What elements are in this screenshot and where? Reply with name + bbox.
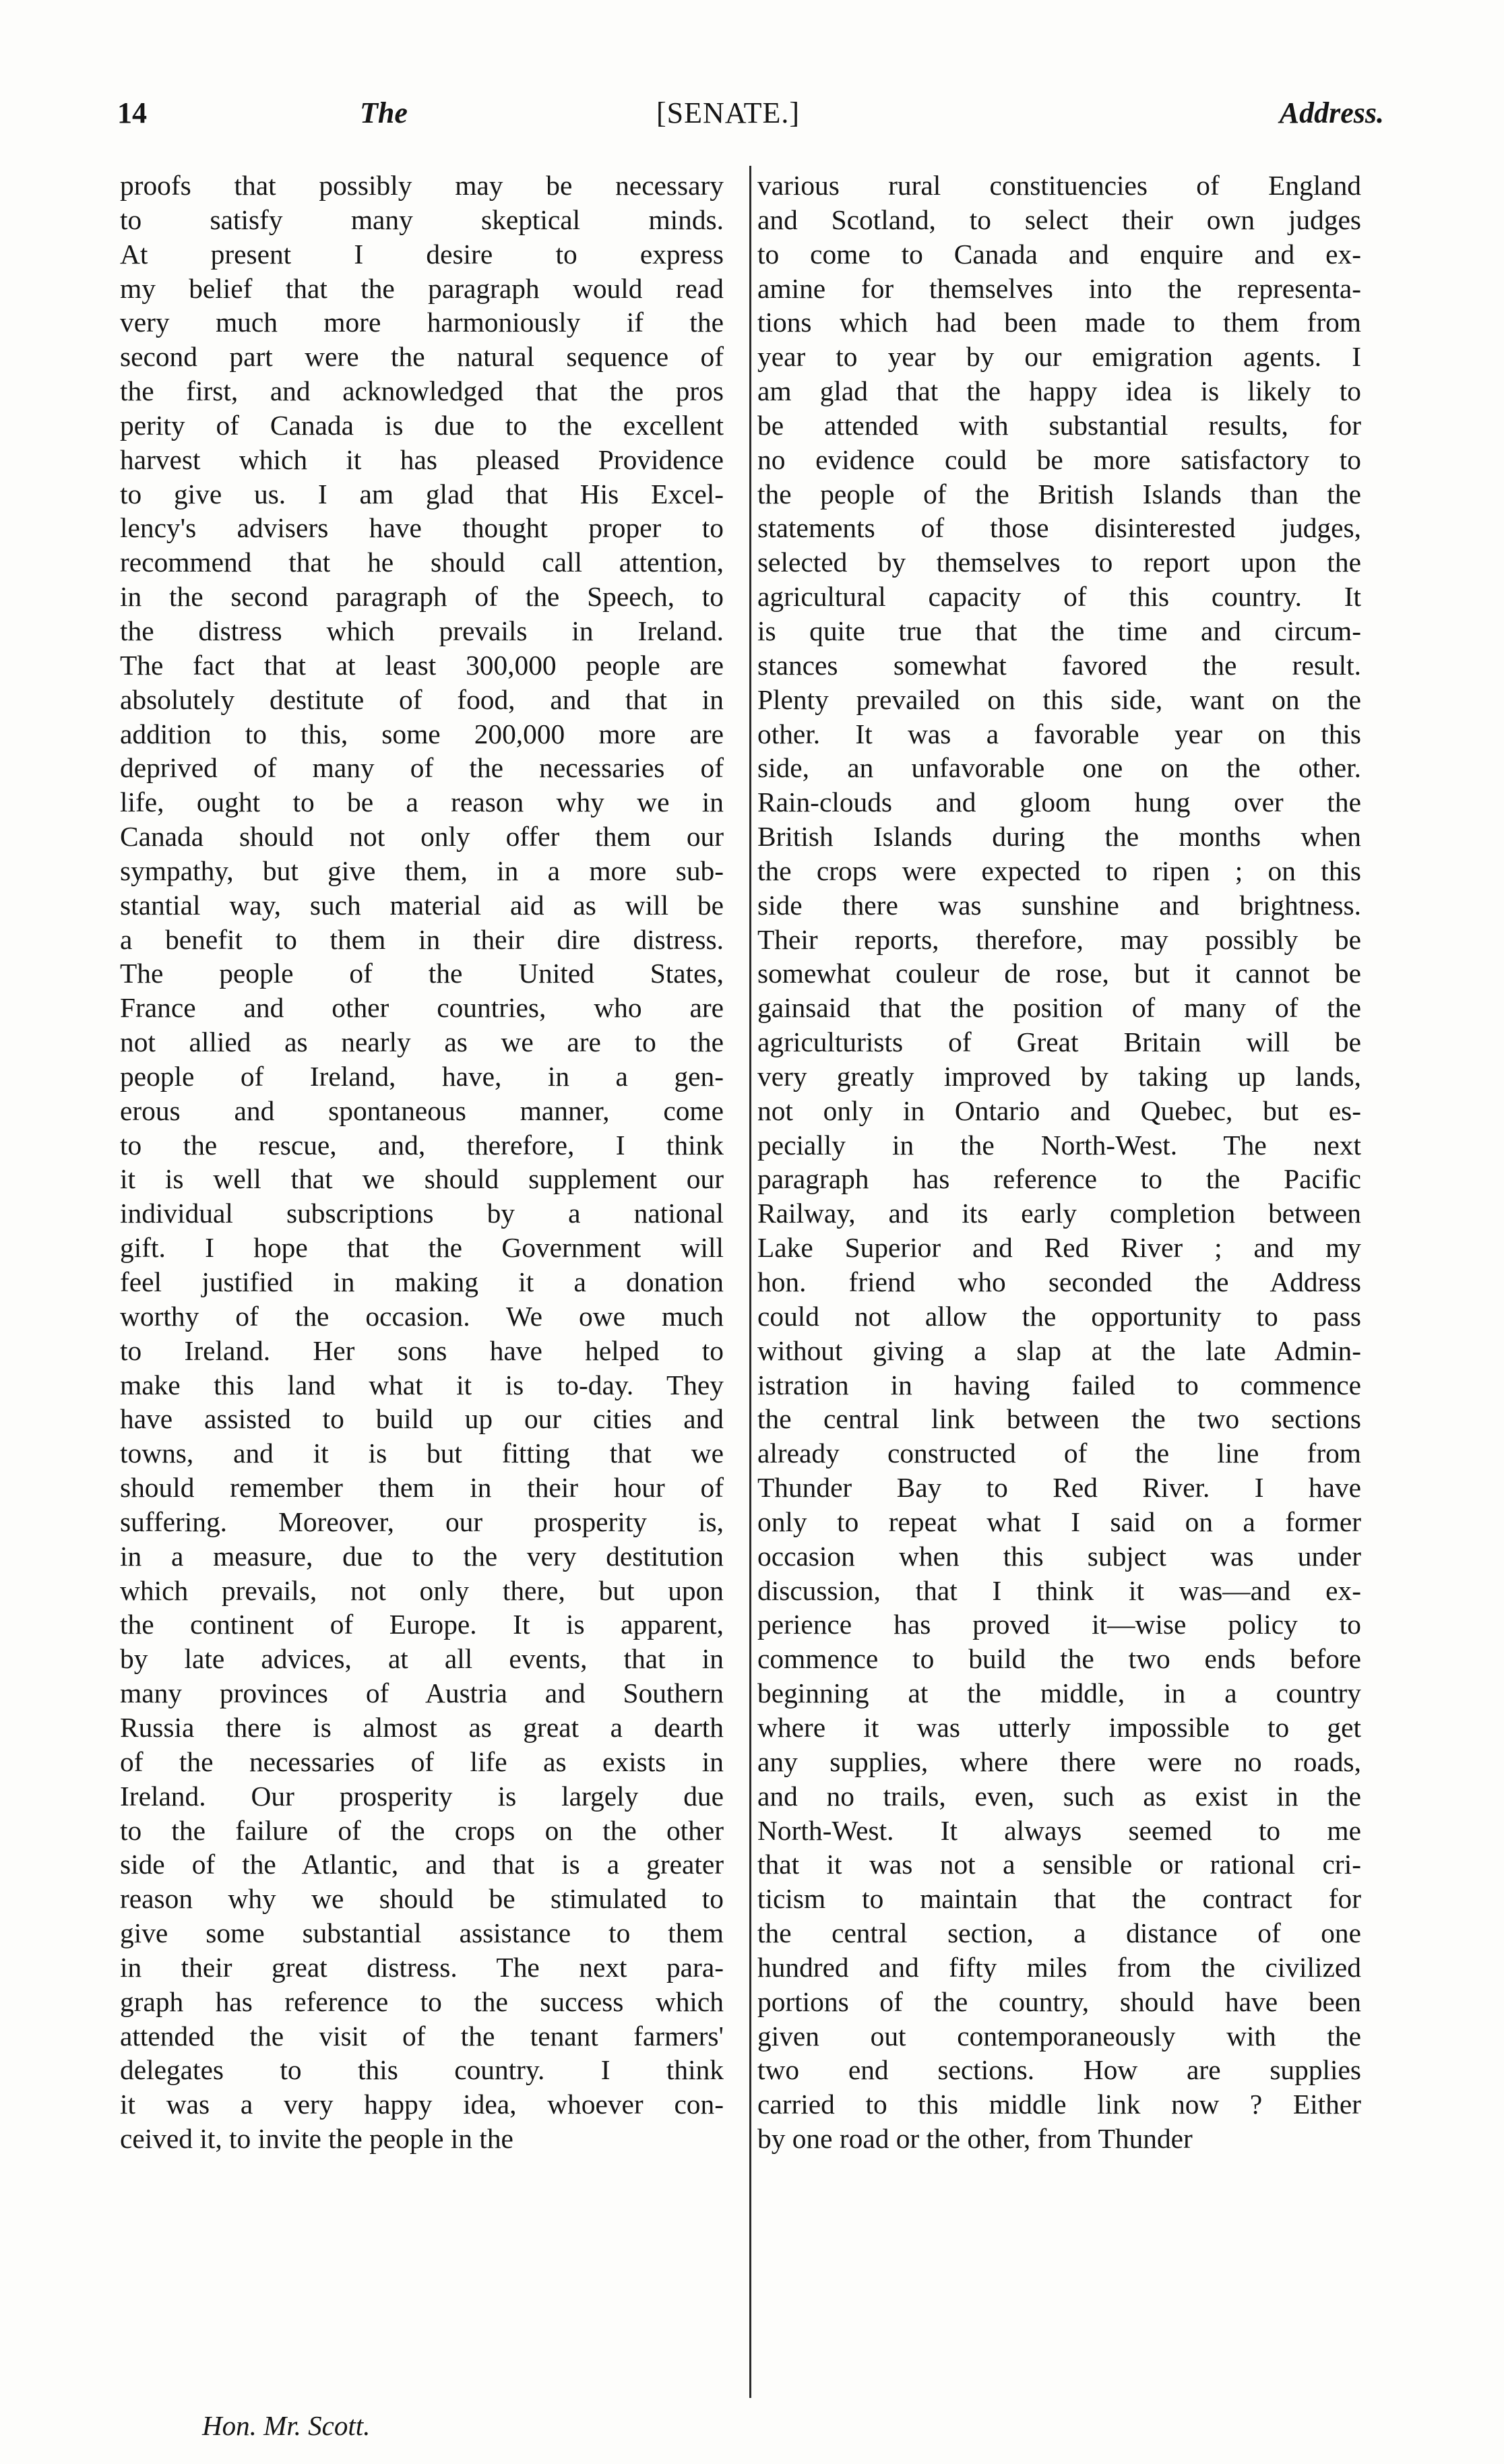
text-line: selected by themselves to report upon the (757, 547, 1361, 578)
text-line: life, ought to be a reason why we in (120, 787, 724, 818)
text-line: istration in having failed to commence (757, 1369, 1361, 1400)
text-line: give some substantial assistance to them (120, 1917, 724, 1949)
text-line: At present I desire to express (120, 238, 724, 270)
text-line: side of the Atlantic, and that is a greater (120, 1849, 724, 1880)
text-line: various rural constituencies of England (757, 170, 1361, 201)
text-line: suffering. Moreover, our prosperity is, (120, 1506, 724, 1537)
text-line: only to repeat what I said on a former (757, 1506, 1361, 1537)
text-line: no evidence could be more satisfactory to (757, 443, 1361, 475)
text-line: sympathy, but give them, in a more sub- (120, 855, 724, 886)
text-line: stances somewhat favored the result. (757, 649, 1361, 681)
text-line: the crops were expected to ripen ; on this (757, 855, 1361, 886)
text-line: people of Ireland, have, in a gen- (120, 1060, 724, 1092)
text-line: should remember them in their hour of (120, 1472, 724, 1504)
text-line: harvest which it has pleased Providence (120, 443, 724, 475)
text-line: given out contemporaneously with the (757, 2020, 1361, 2052)
text-line: to satisfy many skeptical minds. (120, 204, 724, 235)
text-line: and Scotland, to select their own judges (757, 204, 1361, 235)
text-line: carried to this middle link now ? Either (757, 2089, 1361, 2120)
text-line: agriculturists of Great Britain will be (757, 1026, 1361, 1058)
text-line: it was a very happy idea, whoever con- (120, 2089, 724, 2120)
text-line: by late advices, at all events, that in (120, 1643, 724, 1675)
text-line: side there was sunshine and brightness. (757, 889, 1361, 921)
text-line: portions of the country, should have been (757, 1985, 1361, 2017)
text-line: reason why we should be stimulated to (120, 1883, 724, 1915)
text-line: absolutely destitute of food, and that in (120, 683, 724, 715)
text-line: to come to Canada and enquire and ex- (757, 238, 1361, 270)
text-line: commence to build the two ends before (757, 1643, 1361, 1675)
right-text-column (757, 168, 1361, 2156)
text-line: Canada should not only offer them our (120, 821, 724, 853)
text-line: without giving a slap at the late Admin- (757, 1334, 1361, 1366)
text-line: Rain-clouds and gloom hung over the (757, 787, 1361, 818)
text-line: where it was utterly impossible to get (757, 1711, 1361, 1743)
text-line: Russia there is almost as great a dearth (120, 1711, 724, 1743)
text-line: addition to this, some 200,000 more are (120, 718, 724, 749)
text-line: could not allow the opportunity to pass (757, 1300, 1361, 1332)
text-line: graph has reference to the success which (120, 1985, 724, 2017)
text-line: two end sections. How are supplies (757, 2054, 1361, 2086)
text-line: Their reports, therefore, may possibly be (757, 923, 1361, 955)
text-line: the people of the British Islands than the (757, 478, 1361, 510)
text-line: North-West. It always seemed to me (757, 1814, 1361, 1846)
text-line: Lake Superior and Red River ; and my (757, 1232, 1361, 1264)
text-line: and no trails, even, such as exist in the (757, 1780, 1361, 1812)
text-line: hon. friend who seconded the Address (757, 1266, 1361, 1297)
text-line: very greatly improved by taking up lands, (757, 1060, 1361, 1092)
text-line: stantial way, such material aid as will be (120, 889, 724, 921)
text-line: somewhat couleur de rose, but it cannot be (757, 958, 1361, 989)
text-line: worthy of the occasion. We owe much (120, 1300, 724, 1332)
text-line: make this land what it is to-day. They (120, 1369, 724, 1400)
speaker-signature: Hon. Mr. Scott. (202, 2410, 371, 2441)
text-line: Plenty prevailed on this side, want on the (757, 683, 1361, 715)
text-line: perity of Canada is due to the excellent (120, 409, 724, 441)
text-line: second part were the natural sequence of (120, 341, 724, 373)
text-line: towns, and it is but fitting that we (120, 1438, 724, 1469)
text-line: tions which had been made to them from (757, 307, 1361, 338)
text-line: that it was not a sensible or rational cri- (757, 1849, 1361, 1880)
text-line: it is well that we should supplement our (120, 1163, 724, 1195)
text-line: amine for themselves into the representa- (757, 272, 1361, 304)
text-line: deprived of many of the necessaries of (120, 752, 724, 784)
running-head-center: [SENATE.] (656, 96, 801, 129)
text-line: the central link between the two sections (757, 1403, 1361, 1435)
text-line: have assisted to build up our cities and (120, 1403, 724, 1435)
text-line: gift. I hope that the Government will (120, 1232, 724, 1264)
text-line: to give us. I am glad that His Excel- (120, 478, 724, 510)
text-line: the distress which prevails in Ireland. (120, 615, 724, 646)
text-line: the first, and acknowledged that the pros (120, 375, 724, 407)
text-line: proofs that possibly may be necessary (120, 170, 724, 201)
text-line: any supplies, where there were no roads, (757, 1746, 1361, 1777)
text-line: Railway, and its early completion between (757, 1198, 1361, 1229)
text-line: feel justified in making it a donation (120, 1266, 724, 1297)
text-line: many provinces of Austria and Southern (120, 1677, 724, 1709)
text-line: individual subscriptions by a national (120, 1198, 724, 1229)
text-line: a benefit to them in their dire distress. (120, 923, 724, 955)
text-line: statements of those disinterested judges, (757, 512, 1361, 544)
text-line: other. It was a favorable year on this (757, 718, 1361, 749)
text-line: France and other countries, who are (120, 992, 724, 1024)
text-line: erous and spontaneous manner, come (120, 1095, 724, 1126)
text-line: to Ireland. Her sons have helped to (120, 1334, 724, 1366)
text-line: of the necessaries of life as exists in (120, 1746, 724, 1777)
text-line: in their great distress. The next para- (120, 1951, 724, 1983)
text-line: in the second paragraph of the Speech, to (120, 581, 724, 613)
left-text-column (120, 168, 724, 2156)
text-line: perience has proved it—wise policy to (757, 1609, 1361, 1640)
text-line: by one road or the other, from Thunder (757, 2123, 1193, 2155)
text-line: attended the visit of the tenant farmers' (120, 2020, 724, 2052)
text-line: gainsaid that the position of many of the (757, 992, 1361, 1024)
text-line: agricultural capacity of this country. It (757, 581, 1361, 613)
text-line: year to year by our emigration agents. I (757, 341, 1361, 373)
text-line: is quite true that the time and circum- (757, 615, 1361, 646)
text-line: in a measure, due to the very destitution (120, 1540, 724, 1572)
text-line: be attended with substantial results, for (757, 409, 1361, 441)
text-line: am glad that the happy idea is likely to (757, 375, 1361, 407)
text-line: already constructed of the line from (757, 1438, 1361, 1469)
text-line: not only in Ontario and Quebec, but es- (757, 1095, 1361, 1126)
running-head-left: The (360, 96, 408, 129)
text-line: to the failure of the crops on the other (120, 1814, 724, 1846)
text-line: lency's advisers have thought proper to (120, 512, 724, 544)
running-head (117, 96, 1384, 136)
page-number: 14 (117, 96, 147, 129)
text-line: discussion, that I think it was—and ex- (757, 1574, 1361, 1606)
text-line: to the rescue, and, therefore, I think (120, 1129, 724, 1161)
text-line: The fact that at least 300,000 people are (120, 649, 724, 681)
text-line: pecially in the North-West. The next (757, 1129, 1361, 1161)
text-line: my belief that the paragraph would read (120, 272, 724, 304)
text-line: recommend that he should call attention, (120, 547, 724, 578)
text-line: paragraph has reference to the Pacific (757, 1163, 1361, 1195)
running-head-right: Address. (1279, 96, 1384, 129)
text-line: beginning at the middle, in a country (757, 1677, 1361, 1709)
text-line: the continent of Europe. It is apparent, (120, 1609, 724, 1640)
text-line: occasion when this subject was under (757, 1540, 1361, 1572)
text-line: Thunder Bay to Red River. I have (757, 1472, 1361, 1504)
text-line: side, an unfavorable one on the other. (757, 752, 1361, 784)
column-divider (749, 166, 751, 2398)
text-line: Ireland. Our prosperity is largely due (120, 1780, 724, 1812)
text-line: the central section, a distance of one (757, 1917, 1361, 1949)
text-line: The people of the United States, (120, 958, 724, 989)
text-line: British Islands during the months when (757, 821, 1361, 853)
text-line: ceived it, to invite the people in the (120, 2123, 513, 2155)
text-line: ticism to maintain that the contract for (757, 1883, 1361, 1915)
text-line: not allied as nearly as we are to the (120, 1026, 724, 1058)
text-line: very much more harmoniously if the (120, 307, 724, 338)
text-line: which prevails, not only there, but upon (120, 1574, 724, 1606)
text-line: delegates to this country. I think (120, 2054, 724, 2086)
text-line: hundred and fifty miles from the civilized (757, 1951, 1361, 1983)
